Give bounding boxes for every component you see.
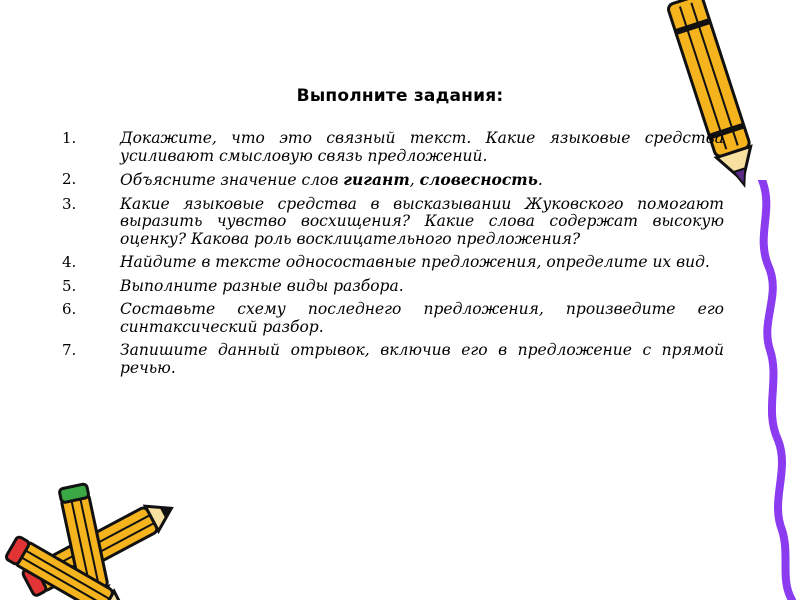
- crossed-pencils-icon: [0, 480, 185, 600]
- task-item: [62, 278, 724, 296]
- task-text-part: Докажите, что это связный текст. Какие языковые средства усиливают смысловую связь предложений.: [120, 129, 724, 165]
- task-text-part: .: [537, 171, 543, 189]
- task-text: [120, 278, 724, 296]
- slide-title: Выполните задания:: [296, 86, 504, 106]
- task-number: 5.: [62, 276, 77, 295]
- task-number: 6.: [62, 300, 77, 318]
- task-number: 4.: [62, 253, 77, 271]
- task-text: [120, 342, 724, 377]
- task-list: [62, 130, 724, 383]
- task-text-part: Найдите в тексте односоставные предложения, определите их вид.: [120, 253, 710, 271]
- task-term: словесность: [419, 170, 538, 189]
- purple-squiggle-line: [752, 180, 800, 600]
- task-number: 7.: [62, 341, 77, 359]
- task-text-part: ,: [409, 171, 420, 189]
- task-text-part: Выполните разные виды разбора.: [120, 276, 404, 295]
- task-text: [120, 171, 724, 190]
- task-text-part: Составьте схему последнего предложения, произведите его синтаксический разбор.: [120, 300, 724, 336]
- task-text: [120, 130, 724, 165]
- task-text: [120, 301, 724, 336]
- task-item: [62, 130, 724, 165]
- task-text-part: Запишите данный отрывок, включив его в предложение с прямой речью.: [120, 341, 724, 377]
- task-item: [62, 342, 724, 377]
- task-item: [62, 171, 724, 190]
- task-item: [62, 196, 724, 249]
- task-item: [62, 254, 724, 272]
- task-number: 2.: [62, 170, 77, 188]
- task-text: [120, 254, 724, 272]
- task-number: 3.: [62, 194, 77, 213]
- task-term: гигант: [343, 170, 410, 189]
- task-text: [120, 196, 724, 249]
- task-item: [62, 301, 724, 336]
- task-text-part: Объясните значение слов: [120, 171, 344, 189]
- task-text-part: Какие языковые средства в высказывании Жуковского помогают выразить чувство восхищения? Какие слова содержат высокую оценку? Какова роль восклицательного предложения?: [120, 194, 724, 248]
- task-number: 1.: [62, 129, 77, 147]
